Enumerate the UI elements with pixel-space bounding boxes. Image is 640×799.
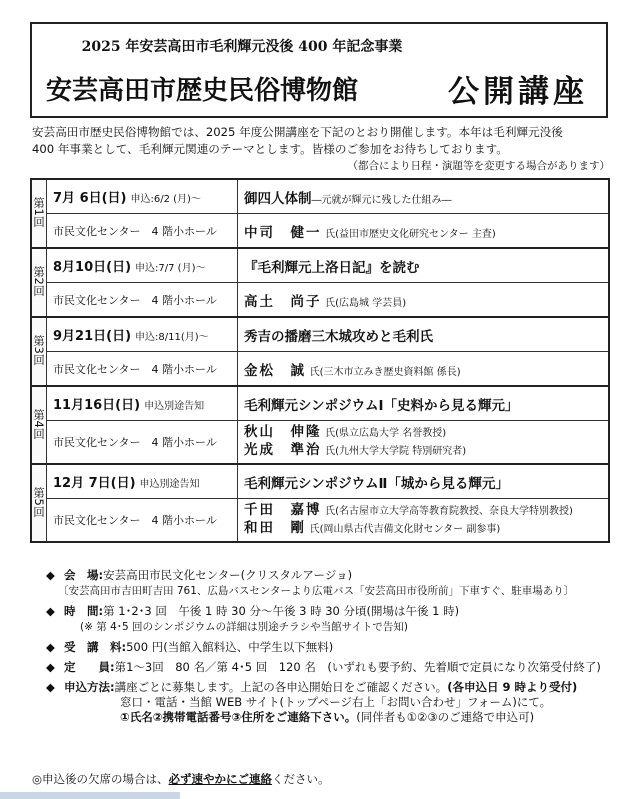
session-row	[31, 179, 609, 214]
session-speakers-cell	[238, 283, 610, 318]
footer-note: ◎申込後の欠席の場合は、必ず速やかにご連絡ください。	[32, 772, 330, 786]
speaker-name: 秋山 伸隆	[244, 424, 322, 440]
session-number: 第5回	[31, 464, 47, 542]
session-apply-date: 申込別途告知	[139, 479, 200, 490]
session-row	[31, 386, 609, 421]
session-speakers-cell	[238, 352, 610, 387]
speaker-affiliation: 氏(広島城 学芸員)	[325, 297, 407, 309]
speaker-affiliation: 氏(三木市立みき歴史資料館 係長)	[309, 366, 461, 378]
schedule-change-note: （都合により日程・演題等を変更する場合があります）	[347, 160, 610, 172]
session-apply-date: 申込:8/11(月)～	[135, 332, 209, 343]
info-apply: ◆ 申込方法:講座ごとに募集します。上記の各申込開始日をご確認ください。(各申込日 9 時より受付) 窓口・電話・当館 WEB サイト(トップページ右上「お問い合わせ」フォーム)にて。 ①氏名②携帯電話番号③住所をご連絡下さい。(同伴者も①②③のご連絡で申込可)	[46, 680, 578, 724]
speaker	[244, 502, 602, 520]
info-venue-sub: 〔安芸高田市吉田町吉田 761、広島バスセンターより広電バス「安芸高田市役所前」下車すぐ、駐車場あり〕	[58, 585, 575, 597]
speaker-affiliation: 氏(県立広島大学 名誉教授)	[325, 428, 447, 439]
info-time: ◆ 時 間:第 1･2･3 回 午後 1 時 30 分～午後 3 時 30 分頃(開場は午後 1 時) (※ 第 4･5 回のシンポジウムの詳細は別途チラシや当館サイトで告知)	[46, 604, 460, 633]
session-detail-row	[31, 499, 609, 543]
session-title-sub: ―元就が輝元に残した仕組み―	[311, 194, 452, 206]
session-row	[31, 317, 609, 352]
info-apply-sub2-bold: ①氏名②携帯電話番号③住所をご連絡下さい。	[120, 710, 357, 724]
session-date: 9月21日(日)	[53, 329, 132, 344]
session-venue: 市民文化センター 4 階小ホール	[53, 436, 217, 449]
session-title-cell	[238, 386, 610, 421]
bullet-icon: ◆	[46, 680, 55, 694]
session-title: 毛利輝元シンポジウムⅡ「城から見る輝元」	[244, 475, 509, 492]
session-venue: 市民文化センター 4 階小ホール	[53, 362, 217, 376]
session-number: 第3回	[31, 317, 47, 386]
session-date: 8月10日(日)	[53, 260, 132, 275]
session-title-cell	[238, 248, 610, 283]
session-venue-cell	[47, 283, 238, 318]
session-venue: 市民文化センター 4 階小ホール	[53, 293, 217, 307]
session-detail-row	[31, 352, 609, 387]
header-title: 安芸高田市歴史民俗博物館	[46, 76, 359, 106]
session-detail-row	[31, 283, 609, 318]
header-title-lectures: 公開講座	[448, 74, 588, 110]
session-number: 第1回	[31, 179, 47, 248]
info-venue: ◆ 会 場:安芸高田市民文化センター(クリスタルアージョ) 〔安芸高田市吉田町吉田 761、広島バスセンターより広電バス「安芸高田市役所前」下車すぐ、駐車場あり〕	[46, 568, 575, 597]
speaker-affiliation: 氏(益田市歴史文化研究センター 主査)	[325, 228, 496, 240]
bullet-icon: ◆	[46, 604, 55, 618]
speaker	[244, 520, 602, 538]
intro-line-1: 安芸高田市歴史民俗博物館では、2025 年度公開講座を下記のとおり開催します。本年は毛利輝元没後	[32, 125, 563, 139]
session-speakers-cell	[238, 214, 610, 249]
session-title-cell	[238, 317, 610, 352]
bullet-icon: ◆	[46, 660, 55, 674]
schedule-table	[30, 178, 610, 543]
session-venue: 市民文化センター 4 階小ホール	[53, 224, 217, 238]
session-venue-cell	[47, 214, 238, 249]
speaker	[244, 424, 602, 442]
session-date: 7月 6日(日)	[53, 191, 127, 206]
speaker-name: 和田 剛	[244, 520, 306, 536]
session-apply-date: 申込:6/2 (月)～	[130, 194, 201, 205]
intro-line-2: 400 年事業として、毛利輝元関連のテーマとします。皆様のご参加をお待ちしております。	[32, 142, 508, 156]
speaker-name: 千田 嘉博	[244, 502, 322, 518]
session-speakers-cell	[238, 421, 610, 465]
session-venue-cell	[47, 352, 238, 387]
session-venue-cell	[47, 421, 238, 465]
speaker	[244, 442, 602, 460]
info-apply-sub1: 窓口・電話・当館 WEB サイト(トップページ右上「お問い合わせ」フォーム)にて。	[120, 695, 552, 709]
session-row	[31, 464, 609, 499]
session-date-cell	[47, 317, 238, 352]
info-time-sub: (※ 第 4･5 回のシンポジウムの詳細は別途チラシや当館サイトで告知)	[80, 621, 409, 633]
info-capacity: ◆ 定 員:第1～3回 80 名／第 4･5 回 120 名 (いずれも要予約、先着順で定員になり次第受付終了)	[46, 660, 601, 674]
session-date-cell	[47, 248, 238, 283]
speaker-affiliation: 氏(岡山県古代吉備文化財センター 副参事)	[309, 524, 501, 535]
session-row	[31, 248, 609, 283]
speaker-affiliation: 氏(名古屋市立大学高等教育院教授、奈良大学特別教授)	[325, 506, 573, 517]
session-number: 第4回	[31, 386, 47, 464]
bullet-icon: ◆	[46, 640, 55, 654]
session-title: 秀吉の播磨三木城攻めと毛利氏	[244, 328, 433, 345]
info-apply-sub2: (同伴者も①②③のご連絡で申込可)	[356, 710, 535, 724]
speaker	[244, 359, 602, 379]
session-speakers-cell	[238, 499, 610, 543]
speaker	[244, 221, 602, 241]
session-date-cell	[47, 179, 238, 214]
speaker-name: 高土 尚子	[244, 293, 322, 310]
session-date-cell	[47, 386, 238, 421]
speaker	[244, 290, 602, 310]
info-fee: ◆ 受 講 料:500 円(当館入館料込、中学生以下無料)	[46, 640, 334, 654]
header-box	[30, 22, 608, 118]
bullet-icon: ◆	[46, 568, 55, 582]
session-number: 第2回	[31, 248, 47, 317]
session-date-cell	[47, 464, 238, 499]
session-apply-date: 申込別途告知	[144, 401, 205, 412]
speaker-name: 中司 健一	[244, 224, 322, 241]
session-title: 『毛利輝元上洛日記』を読む	[244, 259, 420, 276]
session-apply-date: 申込:7/7 (月)～	[135, 263, 206, 274]
session-title: 毛利輝元シンポジウムⅠ「史料から見る輝元」	[244, 397, 519, 414]
session-detail-row	[31, 214, 609, 249]
session-detail-row	[31, 421, 609, 465]
session-venue-cell	[47, 499, 238, 543]
speaker-affiliation: 氏(九州大学大学院 特別研究者)	[325, 446, 467, 457]
session-venue: 市民文化センター 4 階小ホール	[53, 514, 217, 527]
session-title: 御四人体制	[244, 190, 312, 207]
session-title-cell	[238, 179, 610, 214]
session-date: 11月16日(日)	[53, 398, 141, 413]
session-date: 12月 7日(日)	[53, 476, 136, 491]
speaker-name: 金松 誠	[244, 362, 306, 379]
speaker-name: 光成 準治	[244, 442, 322, 458]
info-section	[46, 568, 632, 730]
header-subtitle: 2025 年安芸高田市毛利輝元没後 400 年記念事業	[81, 39, 403, 55]
decorative-strip	[0, 792, 180, 799]
session-title-cell	[238, 464, 610, 499]
intro-text	[32, 124, 622, 158]
